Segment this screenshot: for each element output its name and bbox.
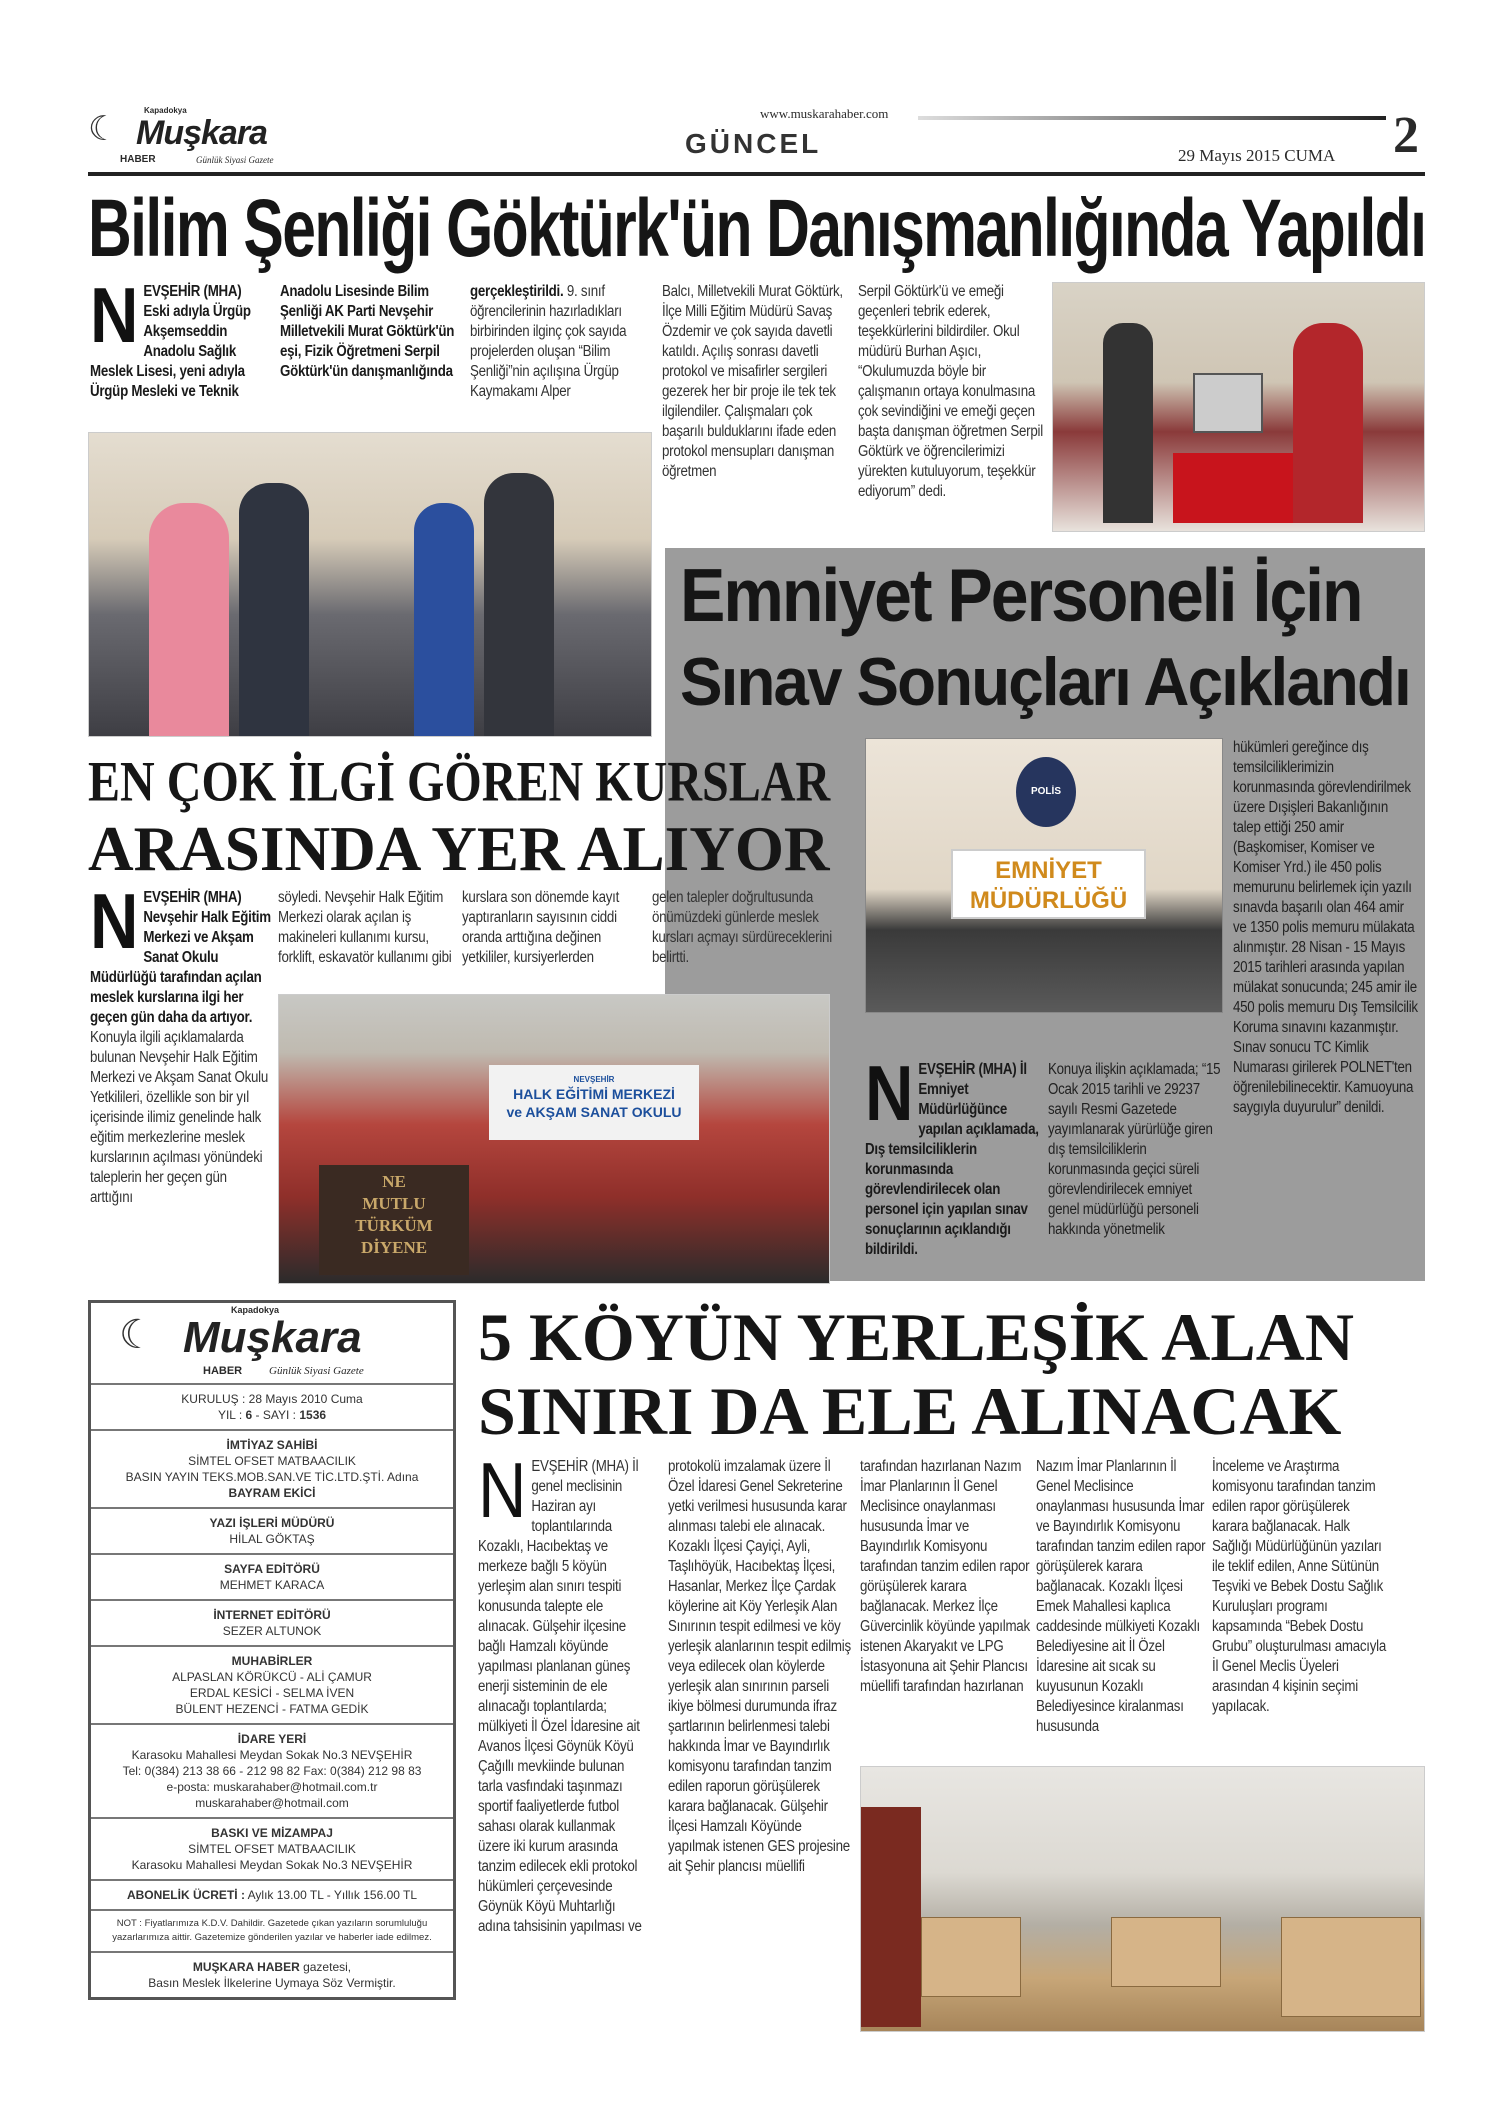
imprint-section-title: MUHABİRLER [231,1654,313,1668]
article4-col1 [478,1446,644,1937]
dropcap: N [90,271,139,359]
police-sign [951,849,1146,919]
founded-text: KURULUŞ : 28 Mayıs 2010 Cuma [181,1392,363,1406]
article4-col4 [1036,1457,1208,1737]
sign-small: NEVŞEHİR [573,1075,615,1084]
body-text: kurslara son dönemde kayıt yaptıranların sayısının ciddi oranda arttığına değinen yetkililer, kursiyerlerden [462,889,620,966]
pledge-bold: MUŞKARA HABER [192,1960,300,1974]
imprint-line: SEZER ALTUNOK [222,1624,322,1638]
article2-headline-line1: Emniyet Personeli İçin [680,553,1362,638]
article3-col3 [462,888,637,968]
year: 6 [245,1408,253,1422]
body-text: İnceleme ve Araştırma komisyonu tarafından tanzim edilen rapor görüşülerek karara bağlanacak. Halk Sağlığı Müdürlüğünün yazıları ile teklif edilen, Anne Sütünün Teşviki ve Bebek Dostu Sağlık Kuruluşları programı kapsamında “Bebek Dostu Grubu” oluşturulması amacıyla İl Genel Meclis Üyeleri arasından 4 kişinin seçimi yapılacak. [1212,1458,1387,1715]
logo-tagline: Günlük Siyasi Gazete [269,1365,364,1377]
body-text: Konuya ilişkin açıklamada; “15 Ocak 2015 tarihli ve 29237 sayılı Resmi Gazetede yayımlanarak yürürlüğe giren dış temsilciliklerin korunmasında geçici süreli görevlendirilecek emniyet genel müdürlüğü personeli hakkında yönetmelik [1048,1061,1221,1238]
slogan-line: DİYENE [360,1238,428,1257]
subscription-value: Aylık 13.00 TL - Yıllık 156.00 TL [244,1888,418,1902]
imprint-line: Karasoku Mahallesi Meydan Sokak No.3 NEVŞEHİR [131,1858,413,1872]
imprint-section [91,1817,453,1879]
sign-line1: HALK EĞİTİMİ MERKEZİ [513,1086,675,1102]
imprint-pledge [91,1951,453,1997]
crescent-star-icon: ☾ [88,110,119,148]
council-meeting-photo [860,1766,1425,2032]
dropcap: N [865,1049,914,1137]
logo-haber: HABER [120,154,156,165]
imprint-subscription [91,1879,453,1909]
body-text: Serpil Göktürk'ü ve emeği geçenleri tebrik ederek, teşekkürlerini bildirdiler. Okul müdürü Burhan Aşıcı, “Okulumuzda böyle bir çalışmanın ortaya konulmasına çok sevindiğini ve emeği geçen başta danışman öğretmen Serpil Göktürk ve öğrencilerimizi yürekten kutuluyorum, teşekkür ediyorum” dedi. [858,283,1043,500]
lead-text: EVŞEHİR (MHA) İl Emniyet Müdürlüğünce yapılan açıklamada, Dış temsilciliklerin korunmasında görevlendirilecek olan personel için yapılan sınav sonuçlarının açıklandığı bildirildi. [865,1061,1039,1258]
logo-name: Muşkara [136,114,267,152]
body-text: 9. sınıf öğrencilerinin hazırladıkları birbirinden ilginç çok sayıda projelerden oluşan “Bilim Şenliği”nin açılışına Ürgüp Kaymakamı Alper [470,283,627,400]
logo-tagline: Günlük Siyasi Gazete [196,155,274,165]
slogan-line: NE [382,1172,406,1191]
article3-headline-line2: ARASINDA YER ALIYOR [88,813,830,884]
article4-headline-line2: SINIRI DA ELE ALINACAK [478,1373,1342,1449]
website-link[interactable]: www.muskarahaber.com [760,106,889,121]
imprint-line: Tel: 0(384) 213 38 66 - 212 98 82 Fax: 0(384) 212 98 83 [122,1764,422,1778]
article1-headline: Bilim Şenliği Göktürk'ün Danışmanlığında Yapıldı [88,182,1426,275]
police-headquarters-photo [865,738,1223,1013]
body-text: Nazım İmar Planlarının İl Genel Meclisince onaylanması hususunda İmar ve Bayındırlık Komisyonu tarafından tanzim edilen rapor görüşülerek karara bağlanacak. Kozaklı İlçesi Emek Mahallesi kaplıca caddesinde mülkiyeti Kozaklı Belediyesine ait İl Özel İdaresine ait sıcak su kuyusunun Kozaklı Belediyesince kiralanması hususunda [1036,1458,1206,1735]
sign-line1: EMNİYET [995,857,1102,884]
science-fair-photo [1052,282,1425,532]
year-label: YIL : [217,1408,246,1422]
page-number: 2 [1393,107,1419,164]
note-text: NOT : Fiyatlarımıza K.D.V. Dahildir. Gazetede çıkan yazıların sorumluluğu yazarlarımıza aittir. Gazetemize gönderilen yazılar ve haberler iade edilmez. [112,1918,432,1943]
lead-text: Anadolu Lisesinde Bilim Şenliği AK Parti Nevşehir Milletvekili Murat Göktürk'ün eşi, Fizik Öğretmeni Serpil Göktürk'ün danışmanlığında [280,283,455,380]
article2-col1 [865,1049,1040,1260]
sign-line2: ve AKŞAM SANAT OKULU [506,1104,682,1120]
article3-headline-line1: EN ÇOK İLGİ GÖREN KURSLAR [88,750,831,814]
imprint-line: BASIN YAYIN TEKS.MOB.SAN.VE TİC.LTD.ŞTİ. Adına [125,1470,419,1484]
imprint-logo [91,1303,453,1383]
ribbon-cutting-photo [88,432,652,737]
imprint-section [91,1553,453,1599]
imprint-line: Karasoku Mahallesi Meydan Sokak No.3 NEVŞEHİR [131,1748,413,1762]
imprint-line: SİMTEL OFSET MATBAACILIK [188,1454,356,1468]
imprint-section-title: İMTİYAZ SAHİBİ [226,1438,318,1452]
header-rule [88,172,1425,176]
article4-headline-line1: 5 KÖYÜN YERLEŞİK ALAN [478,1299,1354,1375]
header-gradient-rule [918,116,1386,120]
imprint-line: BÜLENT HEZENCİ - FATMA GEDİK [175,1702,369,1716]
body-text: hükümleri gereğince dış temsilciliklerimizin korunmasında görevlendirilmek üzere Dışişleri Bakanlığının talep ettiği 250 amir (Başkomiser, Komiser ve Komiser Yrd.) ile 450 polis memurunu belirlemek için yazılı sınavda başarılı olan 464 amir ve 1350 polis memuru mülakata alınmıştır. 28 Nisan - 15 Mayıs 2015 tarihleri arasında yapılan mülakat sonucunda; 245 amir ile 450 polis memuru Dış Temsilcilik Koruma sınavını kazanmıştır. Sınav sonucu TC Kimlik Numarası girilerek POLNET'ten öğrenilebilinecektir. Kamuoyuna saygıyla duyurulur” denildi. [1233,739,1418,1116]
logo-name: Muşkara [183,1313,362,1362]
slogan-line: TÜRKÜM [355,1216,433,1235]
lead-text: gerçekleştirildi. [470,283,564,300]
body-text: tarafından hazırlanan Nazım İmar Planlarının İl Genel Meclisince onaylanması hususunda İmar ve Bayındırlık Komisyonu tarafından tanzim edilen rapor görüşülerek karara bağlanacak. Merkez İlçe Güvercinlik köyünde yapılmak istenen Akaryakıt ve LPG İstasyonuna ait Şehir Plancısı müellifi tarafından hazırlanan [860,1458,1030,1695]
logo-haber: HABER [203,1365,243,1377]
wall-slogan [319,1165,469,1275]
slogan-line: MUTLU [362,1194,426,1213]
pledge-text: gazetesi, [299,1960,352,1974]
dropcap: N [90,877,139,965]
article3-col1 [90,877,272,1208]
logo-kapadokya: Kapadokya [231,1305,280,1315]
sign-line2: MÜDÜRLÜĞÜ [969,887,1128,914]
article1-col4 [662,282,847,482]
article1-col1 [90,271,270,402]
issue-date: 29 Mayıs 2015 CUMA [1178,146,1336,165]
article1-col5 [858,282,1043,502]
imprint-founded [91,1383,453,1429]
imprint-line: SİMTEL OFSET MATBAACILIK [188,1842,356,1856]
imprint-section-title: SAYFA EDİTÖRÜ [224,1562,320,1576]
dropcap: N [478,1446,527,1534]
article3-col2 [278,888,453,968]
article4-col5 [1212,1457,1387,1717]
imprint-note [91,1909,453,1951]
article1-col2 [280,282,460,382]
imprint-section-title: İNTERNET EDİTÖRÜ [213,1608,331,1622]
subscription-label: ABONELİK ÜCRETİ : [126,1888,245,1902]
year-issue [95,1407,449,1423]
body-text: Balcı, Milletvekili Murat Göktürk, İlçe Milli Eğitim Müdürü Savaş Özdemir ve çok sayıda davetli katıldı. Açılış sonrası davetli protokol ve misafirler sergileri gezerek her bir proje ile tek tek ilgilendiler. Çalışmaları çok başarılı bulduklarını ifade eden protokol mensupları danışman öğretmen [662,283,843,480]
pledge-line1 [95,1959,449,1975]
imprint-section-title: YAZI İŞLERİ MÜDÜRÜ [209,1516,335,1530]
issue: 1536 [299,1408,327,1422]
imprint-section [91,1507,453,1553]
police-badge-icon: POLİS [1016,757,1076,827]
pledge-line2: Basın Meslek İlkelerine Uymaya Söz Vermiştir. [148,1976,396,1990]
imprint-box [88,1300,456,2000]
article4-col2 [668,1457,853,1877]
crescent-star-icon: ☾ [119,1313,155,1357]
imprint-line: muskarahaber@hotmail.com [195,1796,349,1810]
education-center-photo [278,994,830,1284]
body-text: Konuyla ilgili açıklamalarda bulunan Nevşehir Halk Eğitim Merkezi ve Akşam Sanat Okulu Yetkilileri, özellikle son bir yıl içerisinde ilimiz genelinde halk eğitim merkezlerine meslek kurslarının açılması yönündeki taleplerin her geçen gün arttığını [90,1029,268,1206]
issue-label: - SAYI : [252,1408,300,1422]
imprint-section [91,1723,453,1817]
imprint-section [91,1645,453,1723]
imprint-line: MEHMET KARACA [219,1578,325,1592]
imprint-section-title: İDARE YERİ [237,1732,307,1746]
imprint-line: e-posta: muskarahaber@hotmail.com.tr [166,1780,378,1794]
body-text: söyledi. Nevşehir Halk Eğitim Merkezi olarak açılan iş makineleri kullanımı kursu, forklift, eskavatör kullanımı gibi [278,889,452,966]
article2-col2 [1048,1060,1223,1240]
imprint-owner: BAYRAM EKİCİ [228,1486,316,1500]
article2-headline-line2: Sınav Sonuçları Açıklandı [680,644,1410,720]
lead-text: EVŞEHİR (MHA) Nevşehir Halk Eğitim Merkezi ve Akşam Sanat Okulu Müdürlüğü tarafından açılan meslek kurslarına ilgi her geçen gün daha da artıyor. [90,889,271,1026]
imprint-line: HİLAL GÖKTAŞ [229,1532,315,1546]
article3-col4 [652,888,832,968]
lead-text: EVŞEHİR (MHA) Eski adıyla Ürgüp Akşemseddin Anadolu Sağlık Meslek Lisesi, yeni adıyla Ürgüp Mesleki ve Teknik [90,283,251,400]
newspaper-header [88,106,1425,170]
imprint-section-title: BASKI VE MİZAMPAJ [211,1826,333,1840]
body-text: protokolü imzalamak üzere İl Özel İdaresi Genel Sekreterine yetki verilmesi hususunda karar alınması talebi ele alınacak. Kozaklı İlçesi Çayiçi, Ayli, Taşlıhöyük, Hacıbektaş İlçesi, Hasanlar, Merkez İlçe Çardak köylerine ait Köy Yerleşik Alan Sınırının tespit edilmesi ve köy yerleşik alanlarının tespit edilmiş veya edilecek olan köylerde yerleşik alan sınırının parseli ikiye bölmesi durumunda ifraz şartlarının belirlenmesi talebi hakkında İmar ve Bayındırlık komisyonu tarafından tanzim edilen raporun görüşülerek karara bağlanacak. Gülşehir İlçesi Hamzalı Köyünde yapılmak istenen GES projesine ait Şehir plancısı müellifi [668,1458,851,1875]
imprint-section [91,1429,453,1507]
body-text: EVŞEHİR (MHA) İl genel meclisinin Haziran ayı toplantılarında Kozaklı, Hacıbektaş ve merkeze bağlı 5 köyün yerleşim alan sınırı tespiti konusunda talepte ele alınacak. Gülşehir ilçesine bağlı Hamzalı köyünde yapılması planlanan güneş enerji sisteminin de ele alınacağı toplantılarda; mülkiyeti İl Özel İdaresine ait Avanos İlçesi Göynük Köyü Çağıllı mevkiinde bulunan tarla vasfındaki taşınmazı sportif faaliyetlerde futbol sahası olarak kullanmak üzere iki kurum arasında tanzim edilecek ekli protokol hükümleri çerçevesinde Göynük Köyü Muhtarlığı adına tahsisinin yapılması ve [478,1458,642,1935]
body-text: gelen talepler doğrultusunda önümüzdeki günlerde meslek kursları açmayı sürdüreceklerini belirtti. [652,889,832,966]
imprint-line: ALPASLAN KÖRÜKCÜ - ALİ ÇAMUR [172,1670,372,1684]
article2-col3 [1233,738,1418,1118]
section-title: GÜNCEL [685,128,822,159]
masthead-logo [88,106,308,168]
education-sign [489,1065,699,1140]
article1-col3 [470,282,650,402]
imprint-section [91,1599,453,1645]
imprint-line: ERDAL KESİCİ - SELMA İVEN [189,1686,355,1700]
article4-col3 [860,1457,1032,1697]
logo-kapadokya: Kapadokya [144,106,187,115]
